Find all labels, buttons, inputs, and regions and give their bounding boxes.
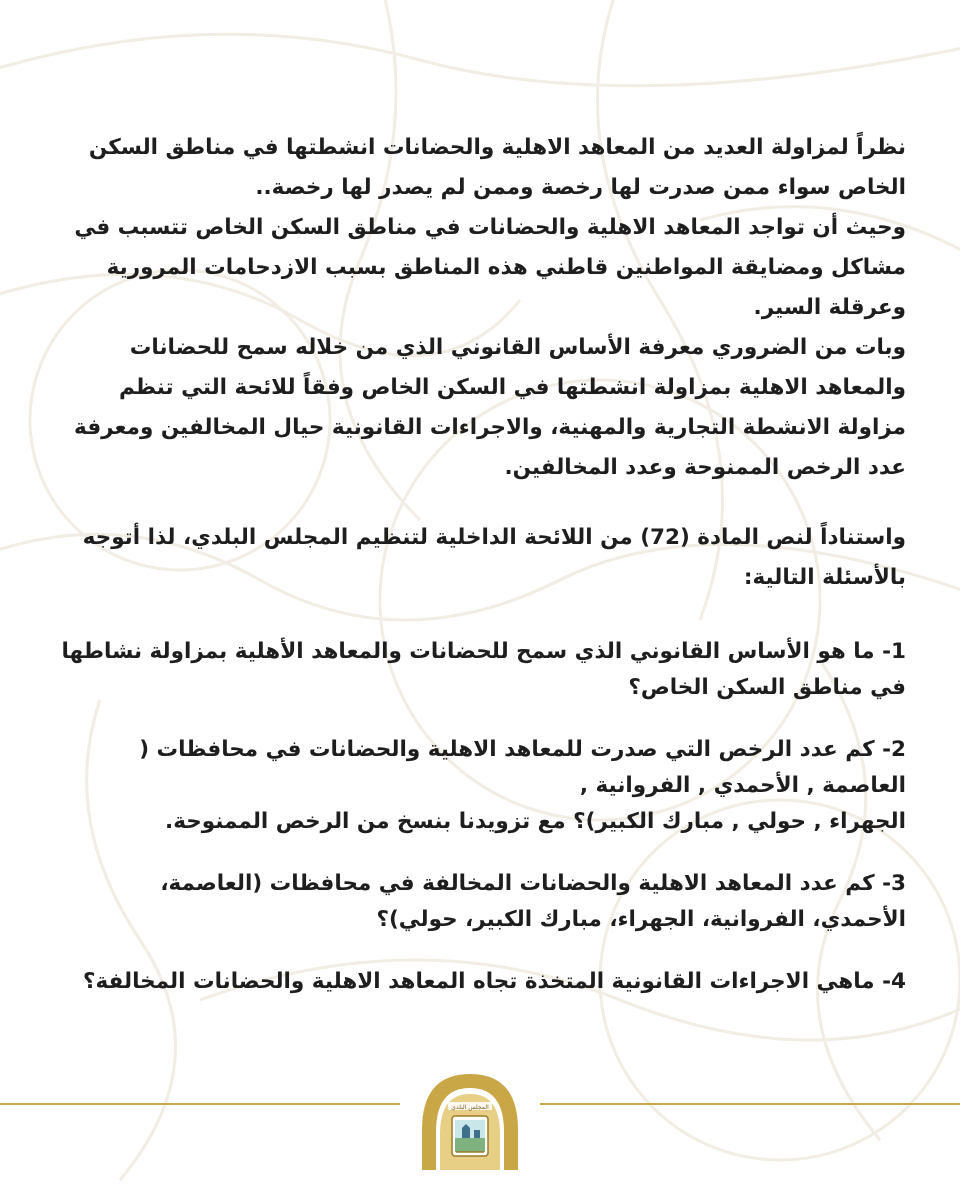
intro-paragraph: نظراً لمزاولة العديد من المعاهد الاهلية والحضانات انشطتها في مناطق السكن الخاص سواء ممن صدرت لها رخصة وممن لم يصدر لها رخصة.. (88, 135, 906, 200)
question-line (60, 866, 906, 938)
question-number: 3- (882, 871, 906, 896)
question-item (60, 634, 906, 706)
question-line: الجهراء , حولي , مبارك الكبير)؟ مع تزويدنا بنسخ من الرخص الممنوحة. (165, 809, 906, 834)
questions-list (60, 634, 906, 1000)
question-text: كم عدد الرخص التي صدرت للمعاهد الاهلية والحضانات في محافظات ( العاصمة , الأحمدي , الفروانية , (139, 737, 906, 798)
intro-paragraph: وحيث أن تواجد المعاهد الاهلية والحضانات في مناطق السكن الخاص تتسبب في مشاكل ومضايقة المواطنين قاطني هذه المناطق بسبب الازدحامات المرورية وعرقلة السير. (74, 215, 906, 320)
footer-divider-left (0, 1103, 400, 1105)
document-body (60, 128, 906, 1026)
intro-paragraph: وبات من الضروري معرفة الأساس القانوني الذي من خلاله سمح للحضانات والمعاهد الاهلية بمزاولة انشطتها في السكن الخاص وفقاً للائحة التي تنظم مزاولة الانشطة التجارية والمهنية، والاجراءات القانونية حيال المخالفين ومعرفة عدد الرخص الممنوحة وعدد المخالفين. (74, 335, 906, 480)
question-line (60, 964, 906, 1000)
question-number: 1- (882, 639, 906, 664)
municipal-council-emblem-icon (414, 1070, 526, 1170)
legal-basis-paragraph: واستناداً لنص المادة (72) من اللائحة الداخلية لتنظيم المجلس البلدي، لذا أتوجه بالأسئلة التالية: (82, 525, 906, 590)
question-text: ما هو الأساس القانوني الذي سمح للحضانات والمعاهد الأهلية بمزاولة نشاطها في مناطق السكن الخاص؟ (61, 639, 906, 700)
question-number: 2- (882, 737, 906, 762)
question-text: ماهي الاجراءات القانونية المتخذة تجاه المعاهد الاهلية والحضانات المخالفة؟ (83, 969, 875, 994)
footer (0, 1070, 960, 1170)
question-item (60, 866, 906, 938)
question-item (60, 732, 906, 840)
intro-section (60, 128, 906, 488)
question-text: كم عدد المعاهد الاهلية والحضانات المخالفة في محافظات (العاصمة، الأحمدي، الفروانية، الجهراء، مبارك الكبير، حولي)؟ (160, 871, 906, 932)
question-number: 4- (882, 969, 906, 994)
question-line (60, 634, 906, 706)
footer-divider-right (540, 1103, 960, 1105)
emblem-text: المجلس البلدي (451, 1104, 489, 1111)
question-item (60, 964, 906, 1000)
question-line (60, 732, 906, 804)
